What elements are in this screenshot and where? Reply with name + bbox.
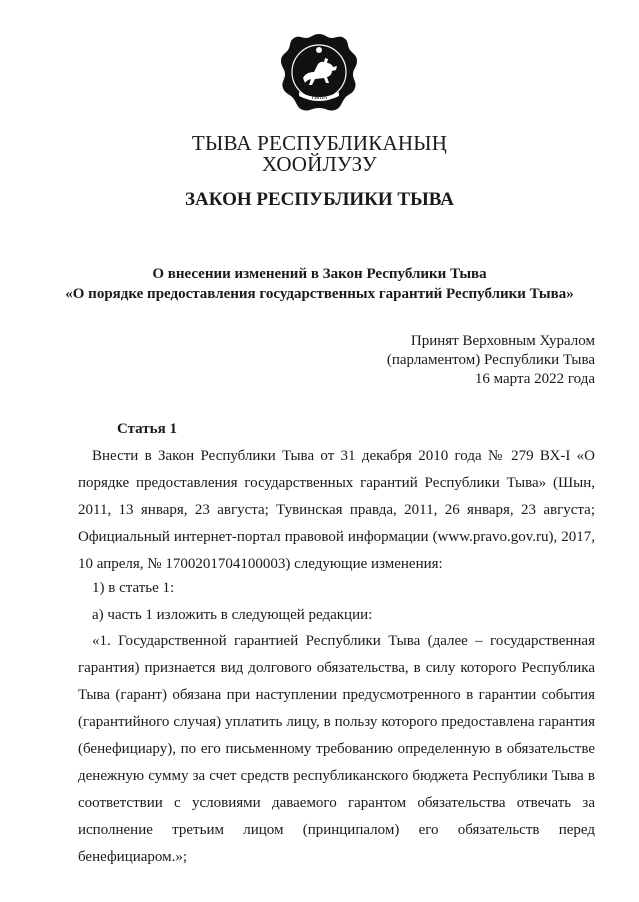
article-heading: Статья 1 [117,421,177,437]
adoption-date: 16 марта 2022 года [474,371,595,387]
header-line-2: ХООЙЛУЗУ [262,152,377,176]
list-item-a: а) часть 1 изложить в следующей редакции: [92,607,373,623]
list-item-1: 1) в статье 1: [92,580,175,596]
subject-line-2: «О порядке предоставления государственных гарантий Республики Тыва» [65,286,574,302]
quoted-amendment-paragraph: «1. Государственной гарантией Республики Тыва (далее – государственная гарантия) признается вид долгового обязательства, в силу которого Республика Тыва (гарант) обязана при наступлении предусмотренного в гарантии события (гарантийного случая) уплатить лицу, в пользу которого предоставлена гарантия (бенефициару), по его письменному требованию определенную в обязательстве денежную сумму за счет средств республиканского бюджета Республики Тыва в соответствии с условиями даваемого гарантом обязательства отвечать за исполнение третьим лицом (принципалом) его обязательств перед бенефициаром.»; [78,633,595,865]
coat-of-arms-tuva-icon [279,30,359,118]
emblem-caption: ТЫВА [310,95,328,101]
law-title: ЗАКОН РЕСПУБЛИКИ ТЫВА [185,189,454,210]
adopted-line-1: Принят Верховным Хуралом [410,333,595,349]
adopted-line-2: (парламентом) Республики Тыва [386,352,595,368]
header-line-1: ТЫВА РЕСПУБЛИКАНЫҢ [191,131,448,155]
article-intro-paragraph: Внести в Закон Республики Тыва от 31 декабря 2010 года № 279 ВХ-I «О порядке предоставления государственных гарантий Республики Тыва» (Шын, 2011, 13 января, 23 августа; Тувинская правда, 2011, 26 января, 23 августа; Официальный интернет-портал правовой информации (www.pravo.gov.ru), 2017, 10 апреля, № 1700201704100003) следующие изменения: [78,448,595,572]
subject-line-1: О внесении изменений в Закон Республики Тыва [152,266,487,282]
